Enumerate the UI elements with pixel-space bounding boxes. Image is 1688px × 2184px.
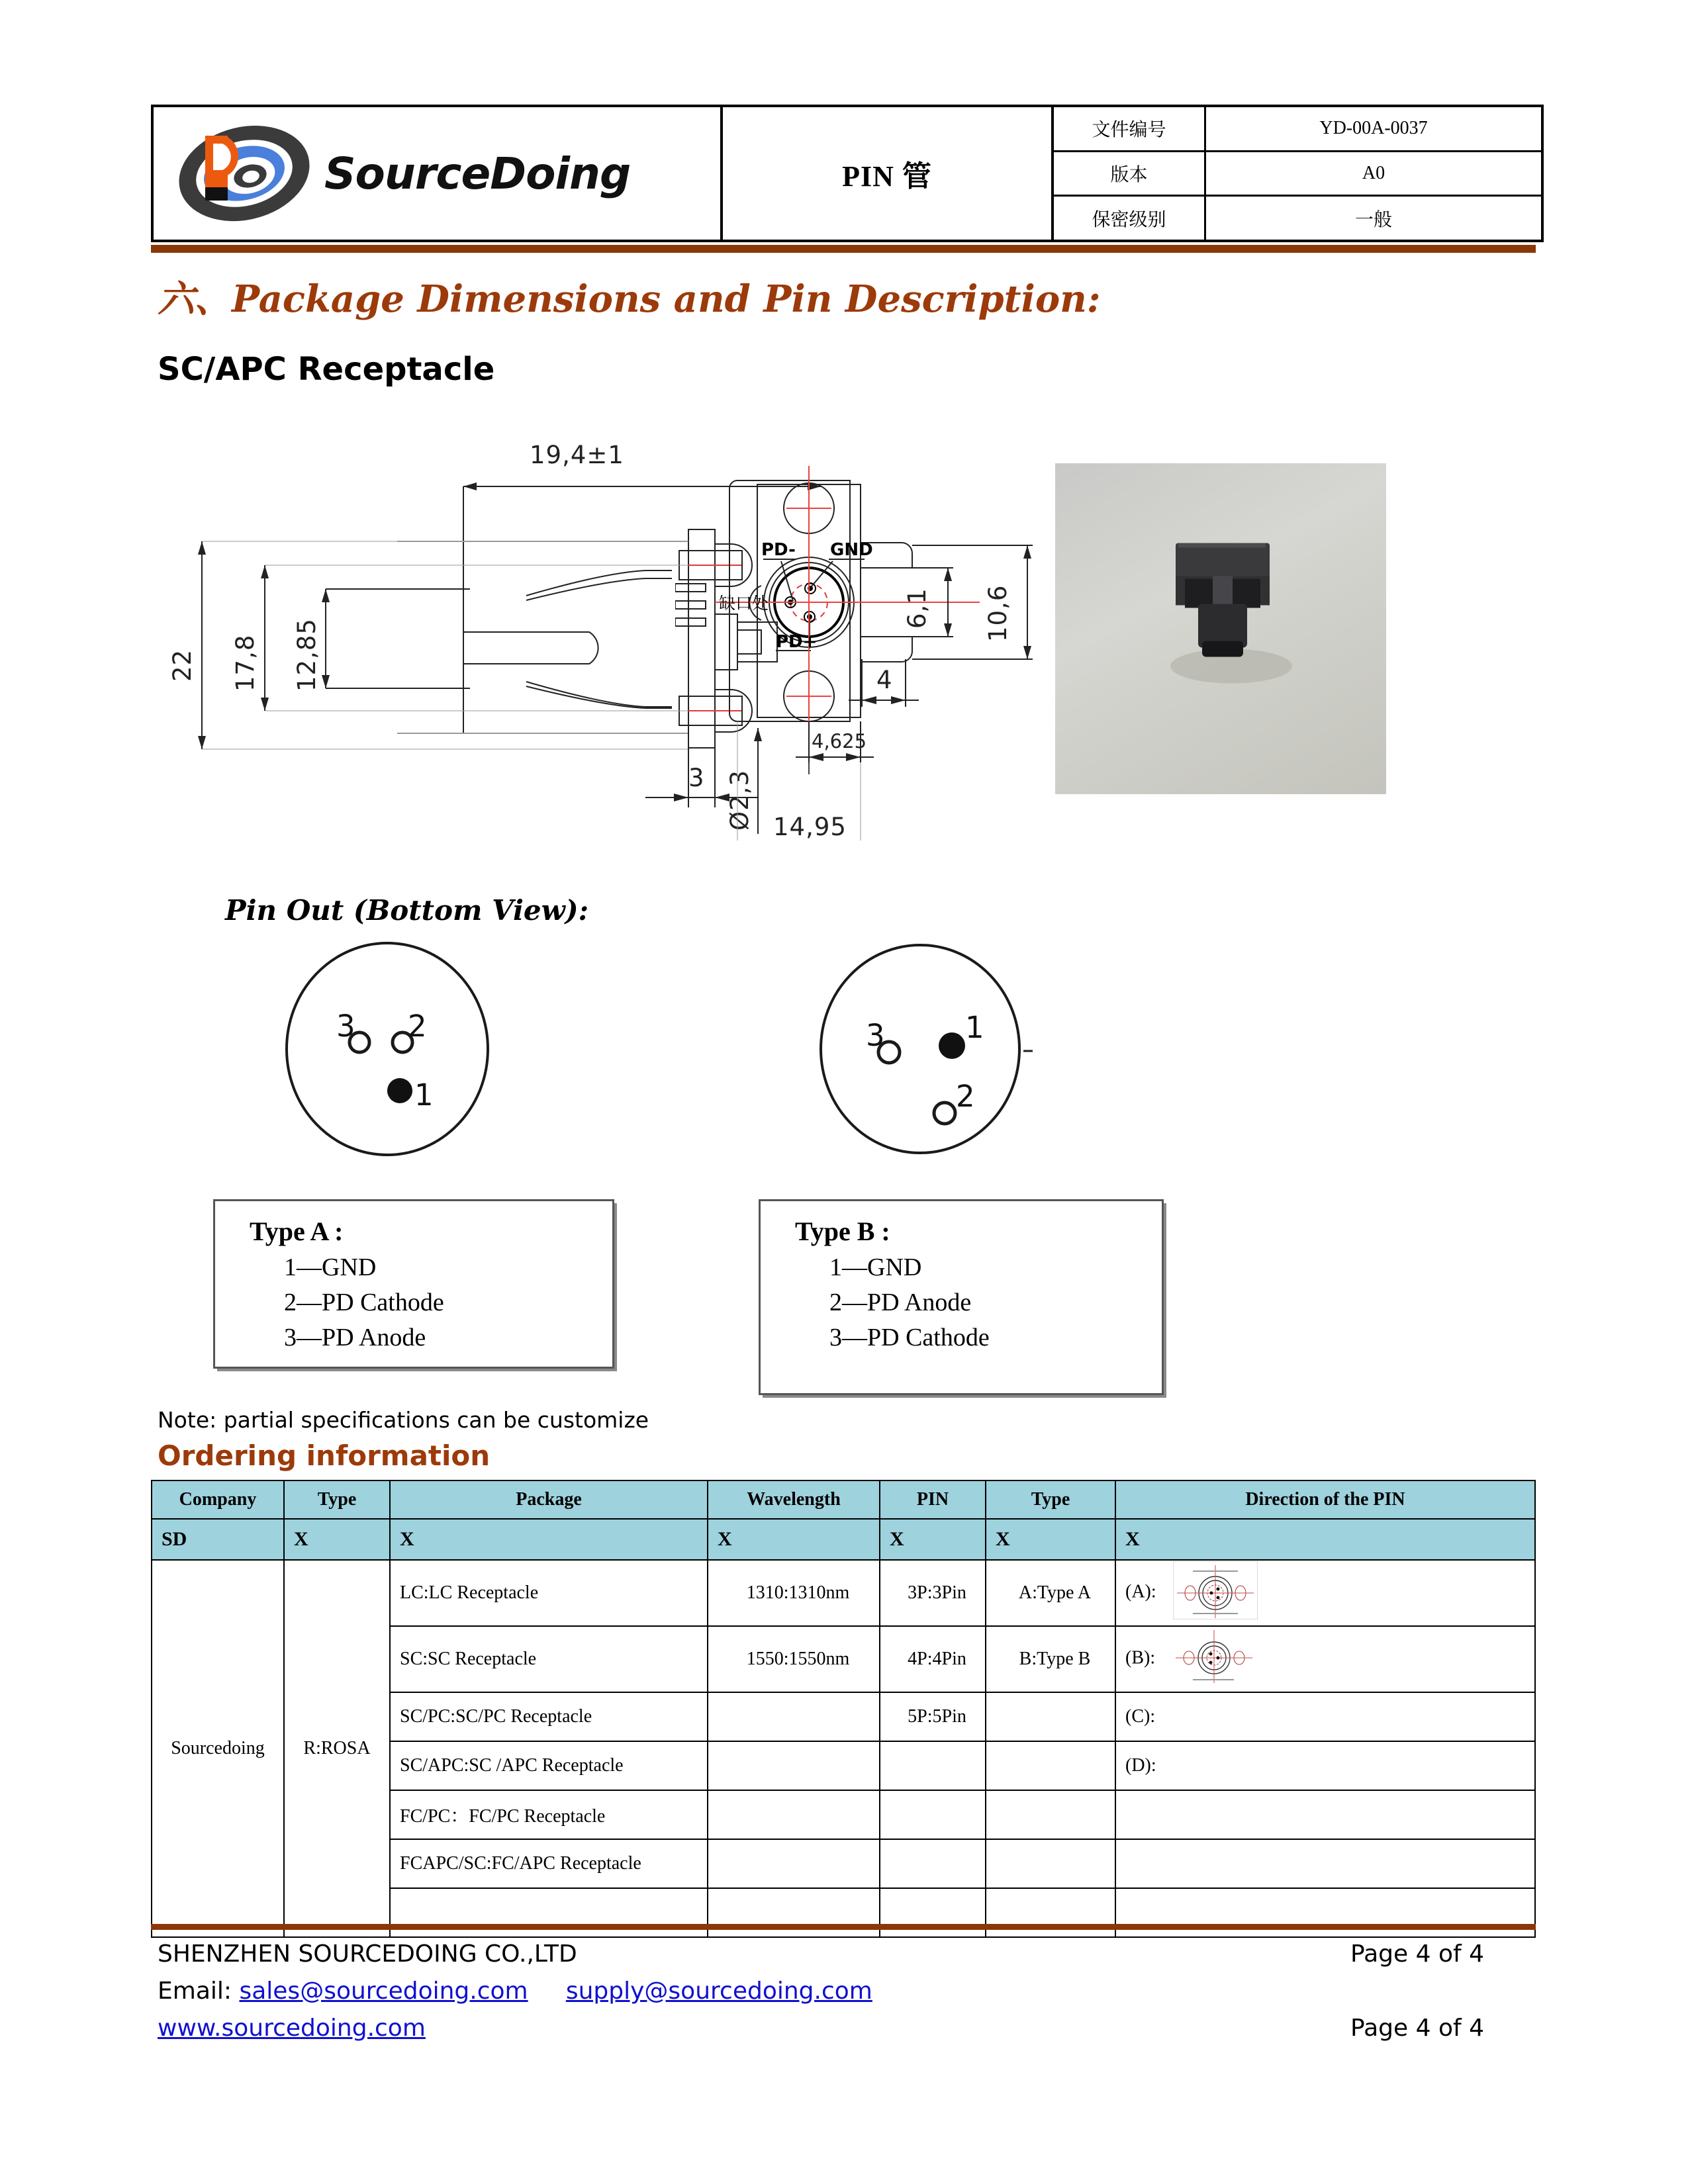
direction-thumbnail-b: [1172, 1627, 1256, 1691]
col-wavelength: Wavelength: [708, 1480, 880, 1519]
cell-pin: [880, 1839, 986, 1888]
dim-height-inner: 12,85: [293, 618, 321, 692]
cell-type-code: B:Type B: [986, 1626, 1115, 1692]
dim-height-outer: 22: [168, 649, 197, 682]
col-pin: PIN: [880, 1480, 986, 1519]
cell-company-value: Sourcedoing: [152, 1560, 284, 1937]
page-number-top: Page 4 of 4: [1350, 1940, 1484, 1968]
type-b-line-1: 1—GND: [829, 1253, 922, 1281]
cell-direction: [1115, 1790, 1535, 1839]
table-row: [152, 1560, 1535, 1626]
section-heading: [158, 270, 1101, 323]
section-title: Package Dimensions and Pin Description:: [232, 277, 1101, 321]
code-type-code: X: [986, 1519, 1115, 1560]
meta-key: 保密级别: [1054, 197, 1206, 240]
pin-number-1: 1: [965, 1010, 984, 1045]
pin-label-pd-plus: PD+: [776, 632, 818, 652]
code-direction: X: [1115, 1519, 1535, 1560]
cell-pin: 4P:4Pin: [880, 1626, 986, 1692]
col-package: Package: [390, 1480, 708, 1519]
document-header-table: [151, 105, 1544, 242]
pin-number-2: 2: [408, 1009, 427, 1044]
cell-package: SC/PC:SC/PC Receptacle: [390, 1692, 708, 1741]
cell-direction: (C):: [1115, 1692, 1535, 1741]
email-link-supply[interactable]: supply@sourcedoing.com: [565, 1978, 872, 2005]
receptacle-photo-body: [1135, 518, 1307, 700]
cell-direction: [1115, 1560, 1535, 1626]
meta-row-confidentiality: [1054, 197, 1541, 240]
direction-label: (B):: [1125, 1647, 1156, 1668]
ordering-information-table: [151, 1480, 1536, 1938]
dim-offset: 4,625: [812, 730, 867, 752]
notch-label: 缺口处: [719, 594, 769, 613]
front-view-drawing: [675, 443, 1046, 857]
meta-key: 版本: [1054, 152, 1206, 195]
meta-row-version: [1054, 152, 1541, 197]
page-number-bottom: Page 4 of 4: [1350, 2015, 1484, 2042]
code-wavelength: X: [708, 1519, 880, 1560]
cell-type-code: [986, 1741, 1115, 1790]
footer-website-line: [158, 2015, 426, 2042]
footer-email-line: [158, 1978, 872, 2005]
pin-label-gnd: GND: [830, 540, 873, 560]
cell-direction: [1115, 1839, 1535, 1888]
section-number: 六、: [158, 277, 232, 321]
dim-tab-pitch: 6,1: [903, 588, 931, 629]
pin-label-pd-minus: PD-: [761, 540, 796, 560]
pin-number-3: 3: [866, 1018, 885, 1053]
meta-key: 文件编号: [1054, 107, 1206, 150]
document-type-text: PIN 管: [842, 160, 932, 193]
type-a-heading: Type A :: [250, 1216, 344, 1246]
sourcedoing-logo-icon: [176, 124, 315, 223]
meta-value: 一般: [1354, 209, 1392, 230]
cell-pin: [880, 1790, 986, 1839]
cell-package: FC/PC：FC/PC Receptacle: [390, 1790, 708, 1839]
logo-wordmark: SourceDoing: [324, 148, 631, 199]
footer-rule: [151, 1924, 1536, 1930]
meta-value: YD-00A-0037: [1319, 118, 1428, 139]
company-logo: [154, 107, 723, 240]
email-label: Email:: [158, 1978, 232, 2005]
dim-width-top: 19,4±1: [530, 441, 624, 469]
type-b-legend-box: [759, 1199, 1164, 1395]
code-type: X: [284, 1519, 390, 1560]
cell-wavelength: [708, 1692, 880, 1741]
type-a-line-2: 2—PD Cathode: [284, 1289, 444, 1316]
col-type: Type: [284, 1480, 390, 1519]
product-photo: [1055, 463, 1386, 794]
cell-type-code: [986, 1790, 1115, 1839]
cell-wavelength: 1310:1310nm: [708, 1560, 880, 1626]
cell-pin: 3P:3Pin: [880, 1560, 986, 1626]
cell-direction: [1115, 1626, 1535, 1692]
dim-pin-diameter: Ø2,3: [726, 770, 754, 831]
cell-type-code: [986, 1692, 1115, 1741]
ordering-information-heading: Ordering information: [158, 1439, 491, 1472]
col-direction: Direction of the PIN: [1115, 1480, 1535, 1519]
cell-package: LC:LC Receptacle: [390, 1560, 708, 1626]
page-subtitle: SC/APC Receptacle: [158, 351, 495, 388]
cell-type-code: [986, 1839, 1115, 1888]
direction-thumbnail-a: [1173, 1561, 1258, 1625]
cell-wavelength: [708, 1790, 880, 1839]
pinout-type-a-diagram: [278, 940, 496, 1161]
document-type-cell: [723, 107, 1054, 240]
meta-row-doc-number: [1054, 107, 1541, 152]
cell-wavelength: 1550:1550nm: [708, 1626, 880, 1692]
dim-overall-height: 10,6: [984, 584, 1012, 642]
col-type-code: Type: [986, 1480, 1115, 1519]
table-code-row: [152, 1519, 1535, 1560]
type-b-line-2: 2—PD Anode: [829, 1289, 972, 1316]
type-b-line-3: 3—PD Cathode: [829, 1324, 990, 1351]
cell-type-value: R:ROSA: [284, 1560, 390, 1937]
pin-number-3: 3: [336, 1009, 355, 1044]
pinout-type-b-diagram: [814, 940, 1033, 1161]
document-meta-cells: [1054, 107, 1541, 240]
code-company: SD: [152, 1519, 284, 1560]
table-header-row: [152, 1480, 1535, 1519]
cell-package: SC:SC Receptacle: [390, 1626, 708, 1692]
code-package: X: [390, 1519, 708, 1560]
type-a-line-3: 3—PD Anode: [284, 1324, 426, 1351]
type-a-line-1: 1—GND: [284, 1253, 377, 1281]
dim-body-width: 14,95: [773, 813, 847, 841]
pin-number-1: 1: [414, 1077, 434, 1113]
cell-pin: 5P:5Pin: [880, 1692, 986, 1741]
col-company: Company: [152, 1480, 284, 1519]
pin-number-2: 2: [956, 1079, 975, 1114]
meta-value: A0: [1362, 163, 1385, 183]
cell-wavelength: [708, 1839, 880, 1888]
dim-flange-thickness: 3: [688, 764, 705, 792]
pinout-title: Pin Out (Bottom View):: [225, 894, 589, 927]
footer-company: SHENZHEN SOURCEDOING CO.,LTD: [158, 1940, 577, 1968]
type-a-legend-box: [213, 1199, 614, 1369]
type-b-heading: Type B :: [795, 1216, 890, 1246]
code-pin: X: [880, 1519, 986, 1560]
direction-label: (A):: [1125, 1581, 1156, 1602]
cell-package: FCAPC/SC:FC/APC Receptacle: [390, 1839, 708, 1888]
cell-type-code: A:Type A: [986, 1560, 1115, 1626]
customization-note: Note: partial specifications can be customize: [158, 1407, 649, 1433]
dim-height-mid: 17,8: [231, 634, 259, 692]
cell-package: SC/APC:SC /APC Receptacle: [390, 1741, 708, 1790]
dim-tab-width: 4: [876, 666, 893, 694]
header-rule: [151, 245, 1536, 253]
email-link-sales[interactable]: sales@sourcedoing.com: [239, 1978, 528, 2005]
website-link[interactable]: www.sourcedoing.com: [158, 2015, 426, 2042]
cell-wavelength: [708, 1741, 880, 1790]
cell-pin: [880, 1741, 986, 1790]
cell-direction: (D):: [1115, 1741, 1535, 1790]
